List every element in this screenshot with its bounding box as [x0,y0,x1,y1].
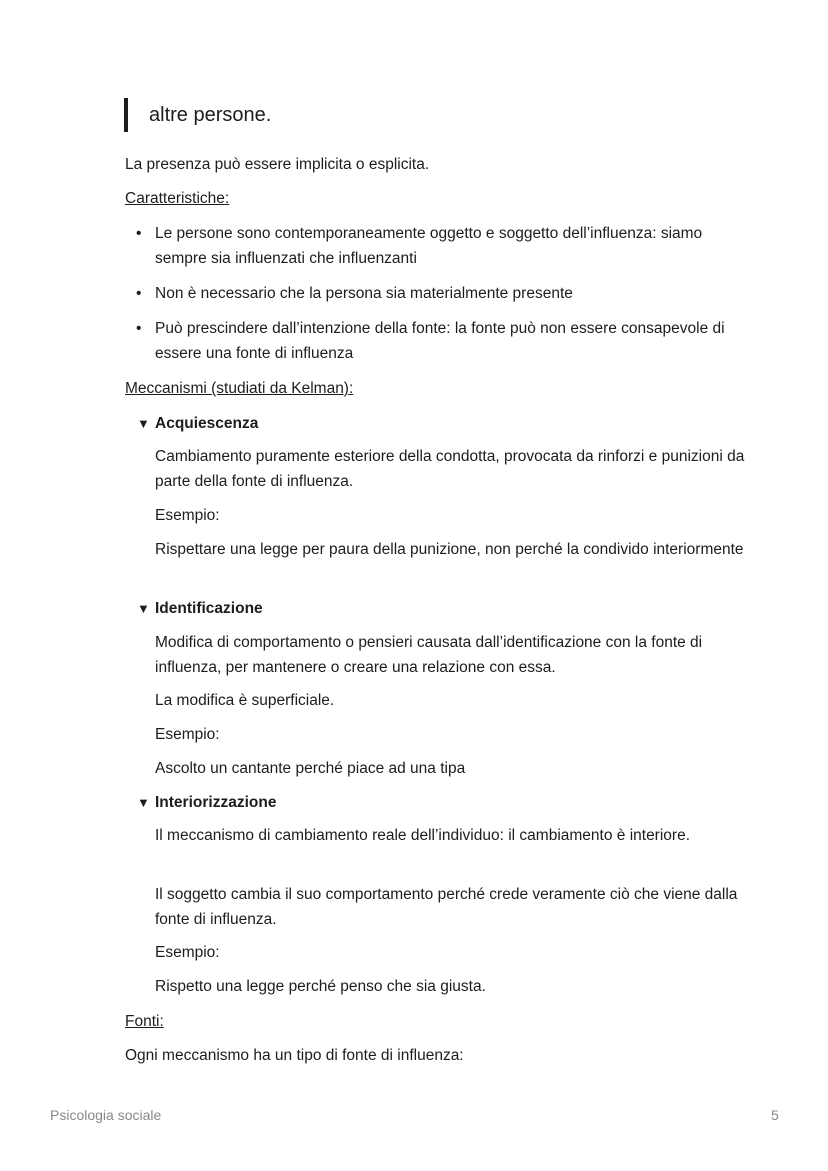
toggle-acquiescence[interactable] [137,411,258,436]
mechanisms-heading: Meccanismi (studiati da Kelman): [125,380,354,397]
identification-example-label: Esempio: [155,726,220,743]
triangle-down-icon: ▼ [137,416,150,431]
acquiescence-description: Cambiamento puramente esteriore della condotta, provocata da rinforzi e punizioni da parte della fonte di influenza. [155,448,745,490]
acquiescence-example-label: Esempio: [155,507,220,524]
identification-example: Ascolto un cantante perché piace ad una tipa [155,760,466,777]
triangle-down-icon: ▼ [137,601,150,616]
toggle-title: Identificazione [155,600,263,617]
bullet-text: Le persone sono contemporaneamente oggetto e soggetto dell’influenza: siamo sempre sia influenzati che influenzanti [155,225,703,267]
internalization-example: Rispetto una legge perché penso che sia giusta. [155,978,486,995]
internalization-note: Il soggetto cambia il suo comportamento perché crede veramente ciò che viene dalla fonte di influenza. [155,886,738,928]
triangle-down-icon: ▼ [137,795,150,810]
quote-block: altre persone. [124,98,271,132]
characteristics-heading: Caratteristiche: [125,190,230,207]
internalization-description: Il meccanismo di cambiamento reale dell’individuo: il cambiamento è interiore. [155,827,690,844]
identification-note: La modifica è superficiale. [155,692,335,709]
bullet-icon: • [136,225,142,242]
toggle-internalization[interactable] [137,790,276,815]
page-number: 5 [771,1107,779,1123]
bullet-icon: • [136,285,142,302]
internalization-example-label: Esempio: [155,944,220,961]
bullet-icon: • [136,320,142,337]
acquiescence-example: Rispettare una legge per paura della punizione, non perché la condivido interiormente [155,541,744,558]
bullet-text: Può prescindere dall’intenzione della fonte: la fonte può non essere consapevole di essere una fonte di influenza [155,320,725,362]
toggle-title: Acquiescenza [155,415,259,432]
sources-paragraph: Ogni meccanismo ha un tipo di fonte di influenza: [125,1047,464,1064]
footer-title: Psicologia sociale [50,1107,162,1123]
sources-heading: Fonti: [125,1013,164,1030]
presence-paragraph: La presenza può essere implicita o esplicita. [125,156,430,173]
identification-description: Modifica di comportamento o pensieri causata dall’identificazione con la fonte di influenza, per mantenere o creare una relazione con essa. [155,634,703,676]
toggle-identification[interactable] [137,596,263,621]
toggle-title: Interiorizzazione [155,794,277,811]
bullet-text: Non è necessario che la persona sia materialmente presente [155,285,573,302]
